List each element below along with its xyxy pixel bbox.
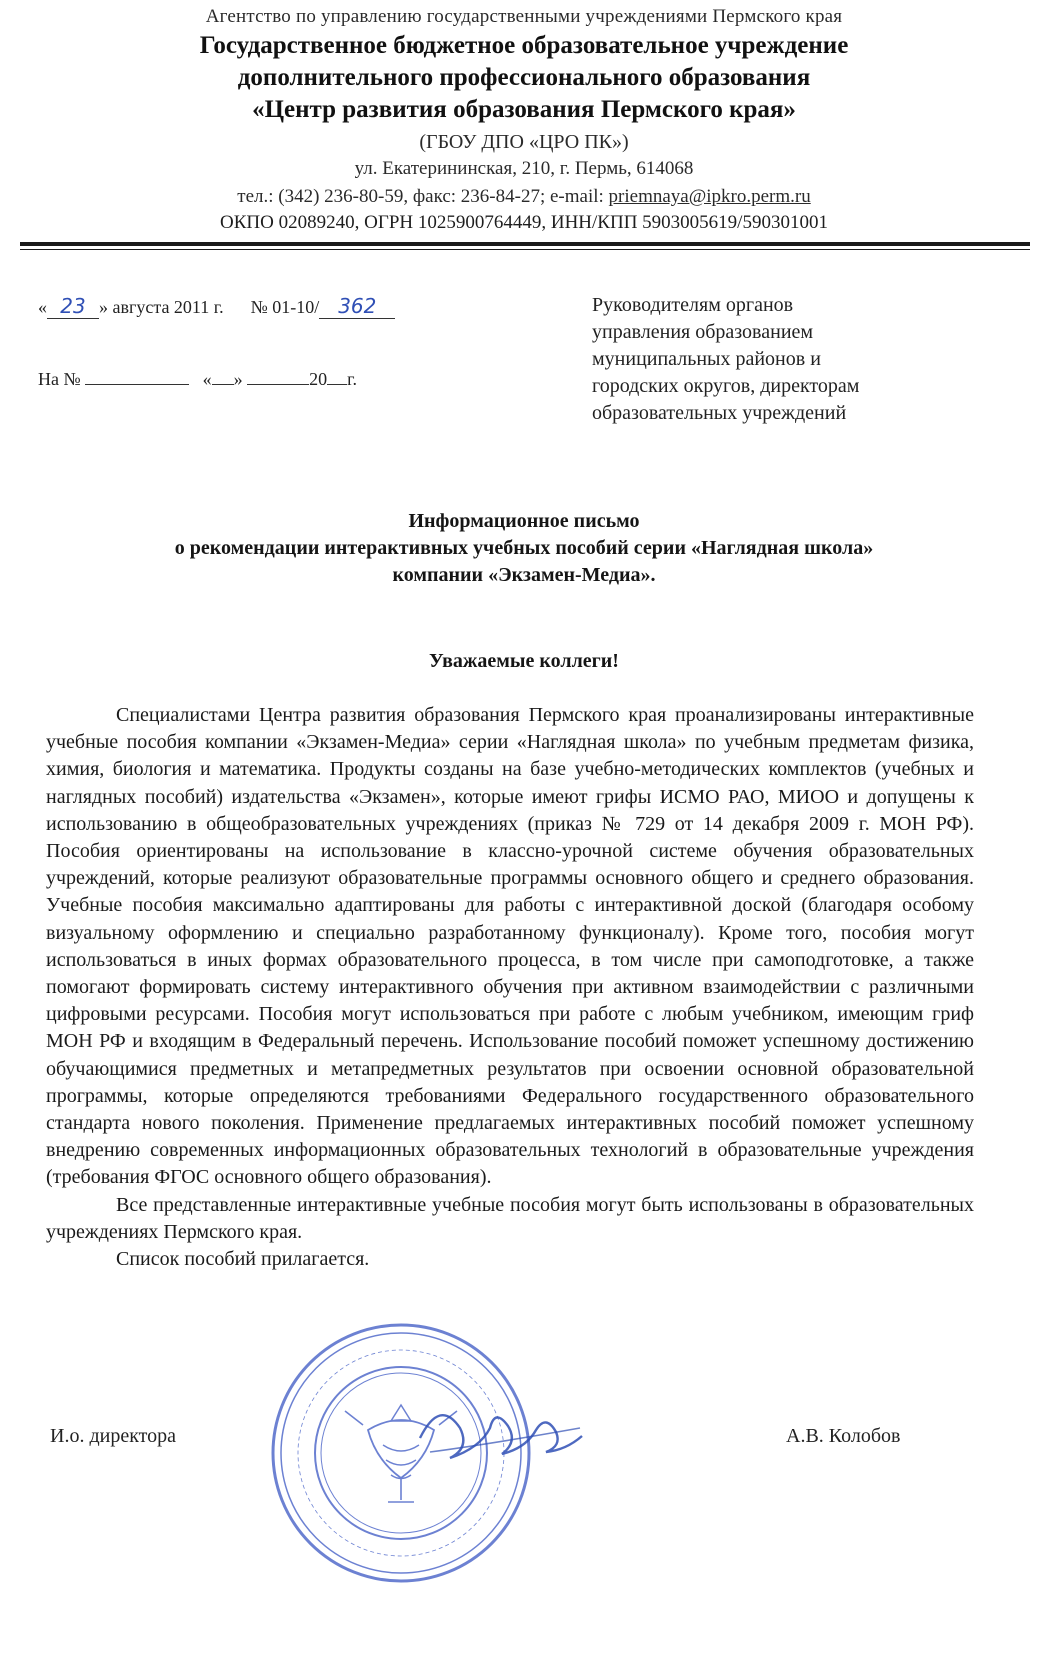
signatory-name: А.В. Колобов — [786, 1425, 901, 1447]
handwritten-number: 362 — [319, 294, 395, 319]
email-link[interactable]: priemnaya@ipkro.perm.ru — [608, 186, 811, 207]
addressee-line: городских округов, директорам — [592, 375, 860, 397]
title-line-3: компании «Экзамен-Медиа». — [392, 564, 656, 586]
agency-line: Агентство по управлению государственными учреждениями Пермского края — [205, 6, 843, 27]
letterhead-divider-thin — [20, 249, 1030, 250]
letter-title — [0, 508, 1048, 589]
contacts-phone-fax: тел.: (342) 236-80-59, факс: 236-84-27; e-mail: — [237, 186, 609, 207]
on-year-suffix: г. — [347, 369, 358, 389]
on-year-prefix: 20 — [309, 369, 328, 389]
date-quote-open: « — [38, 297, 47, 317]
org-contacts — [0, 186, 1048, 208]
greeting: Уважаемые коллеги! — [429, 650, 619, 672]
on-quote-open: « — [202, 369, 212, 389]
handwritten-signature — [400, 1380, 610, 1490]
title-line-2: о рекомендации интерактивных учебных пособий серии «Наглядная школа» — [174, 537, 874, 559]
number-label: № 01-10/ — [250, 297, 320, 317]
org-name-line-1: Государственное бюджетное образовательное учреждение — [199, 32, 849, 59]
incoming-reference — [38, 368, 357, 390]
on-year-blank — [327, 368, 347, 385]
org-name-line-3: «Центр развития образования Пермского края» — [252, 96, 796, 123]
org-abbreviation: (ГБОУ ДПО «ЦРО ПК») — [419, 131, 629, 153]
signatory-position: И.о. директора — [50, 1425, 177, 1447]
date-month-year: » августа 2011 г. — [99, 297, 224, 317]
addressee-line: управления образованием — [592, 321, 814, 343]
on-quote-close: » — [233, 369, 243, 389]
org-registration-codes: ОКПО 02089240, ОГРН 1025900764449, ИНН/КПП 5903005619/590301001 — [220, 212, 828, 233]
body-paragraph-usage: Все представленные интерактивные учебные пособия могут быть использованы в образовательных учреждениях Пермского края. — [46, 1193, 974, 1243]
handwritten-day: 23 — [47, 294, 99, 319]
outgoing-reference — [38, 294, 395, 319]
addressee-line: образовательных учреждений — [592, 402, 847, 424]
body-paragraph-attachment: Список пособий прилагается. — [116, 1248, 370, 1271]
letter-body — [46, 702, 974, 1273]
on-number-blank — [85, 368, 189, 385]
on-month-blank — [247, 368, 309, 385]
addressee-block — [592, 292, 992, 427]
addressee-line: муниципальных районов и — [592, 348, 821, 370]
org-address: ул. Екатерининская, 210, г. Пермь, 614068 — [354, 158, 694, 179]
on-day-blank — [212, 368, 234, 385]
body-paragraph-main: Специалистами Центра развития образования Пермского края проанализированы интерактивные учебные пособия компании «Экзамен-Медиа» серии «Наглядная школа» по учебным предметам физика, химия, биология и математика. Продукты созданы на базе учебно-методических комплектов (учебных и наглядных пособий) издательства «Экзамен», которые имеют грифы ИСМО РАО, МИОО и допущены к использованию в общеобразовательных учреждениях (приказ № 729 от 14 декабря 2009 г. МОН РФ). Пособия ориентированы на использование в классно-урочной системе обучения образовательных учреждений, которые реализуют образовательные программы основного общего и среднего образования. Учебные пособия максимально адаптированы для работы с интерактивной доской (благодаря особому визуальному оформлению и специально разработанному функционалу). Кроме того, пособия могут использоваться в иных формах образовательного процесса, в том числе при самоподготовке, а также помогают формировать систему интерактивного обучения при активном взаимодействии с различными цифровыми ресурсами. Пособия могут использоваться при работе с любым учебником, имеющим гриф МОН РФ и входящим в Федеральный перечень. Использование пособий поможет успешному достижению обучающимися предметных и метапредметных результатов при освоении основной образовательной программы, которые определяются требованиями Федерального государственного образовательного стандарта нового поколения. Применение предлагаемых интерактивных пособий поможет успешному внедрению современных информационных образовательных технологий в образовательные учреждения (требования ФГОС основного общего образования). — [46, 704, 974, 1189]
on-number-label: На № — [38, 369, 81, 389]
title-line-1: Информационное письмо — [408, 510, 640, 532]
org-name-line-2: дополнительного профессионального образования — [237, 64, 811, 91]
addressee-line: Руководителям органов — [592, 294, 794, 316]
letterhead-divider-thick — [20, 242, 1030, 246]
